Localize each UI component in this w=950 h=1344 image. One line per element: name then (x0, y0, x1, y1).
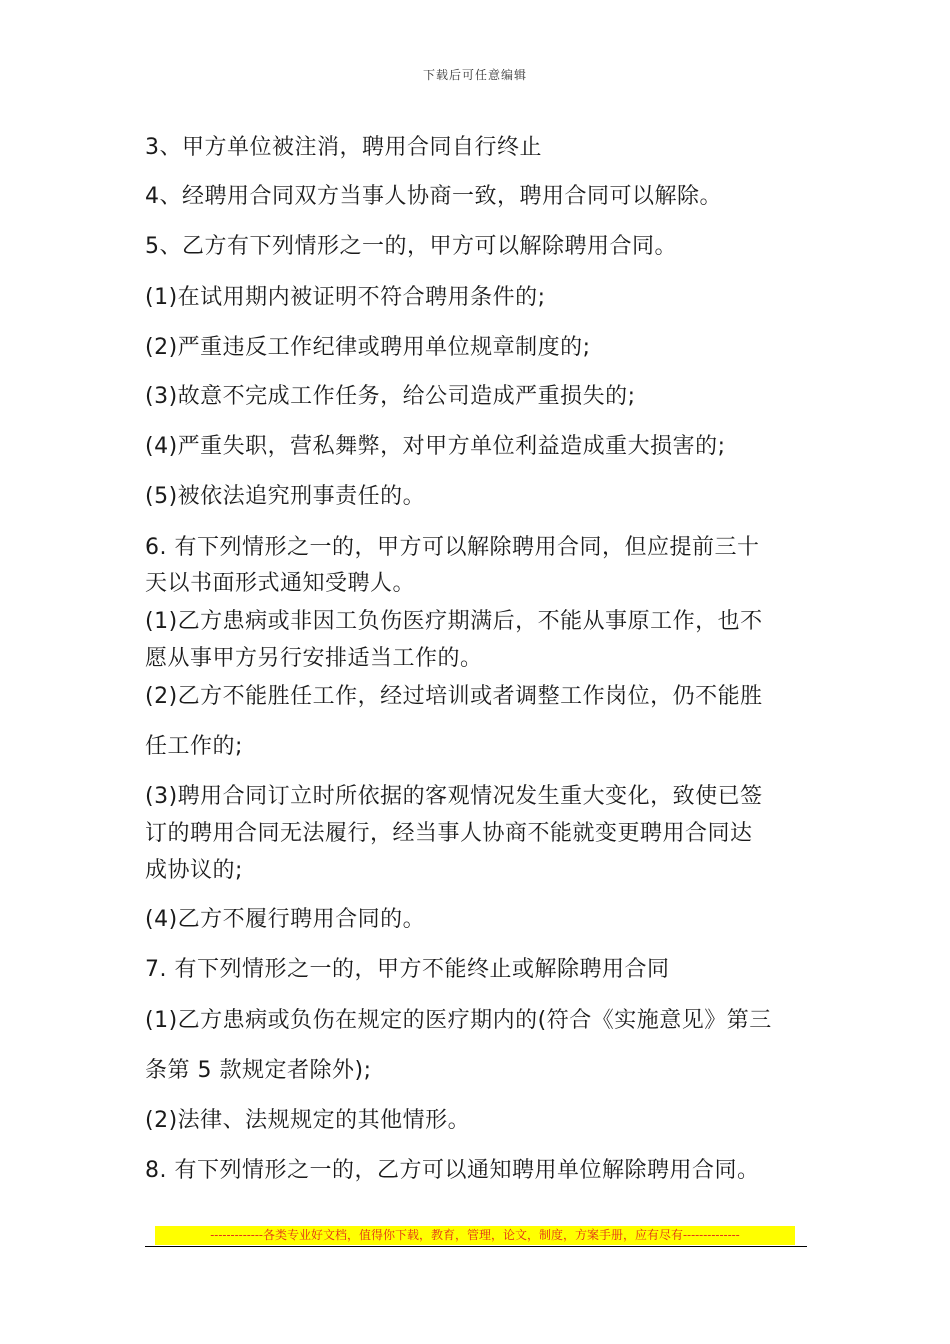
paragraph-line: 任工作的; (145, 734, 243, 759)
paragraph-line: (4)乙方不履行聘用合同的。 (145, 907, 426, 932)
paragraph-line: (2)严重违反工作纪律或聘用单位规章制度的; (145, 335, 591, 360)
paragraph-line: (2)乙方不能胜任工作，经过培训或者调整工作岗位，仍不能胜 (145, 684, 763, 709)
footer-divider (145, 1246, 807, 1247)
paragraph-line: 愿从事甲方另行安排适当工作的。 (145, 646, 483, 671)
paragraph-line: (2)法律、法规规定的其他情形。 (145, 1108, 471, 1133)
paragraph-line: 订的聘用合同无法履行，经当事人协商不能就变更聘用合同达 (145, 821, 753, 846)
paragraph-line: 5、乙方有下列情形之一的，甲方可以解除聘用合同。 (145, 234, 677, 259)
paragraph-line: (3)聘用合同订立时所依据的客观情况发生重大变化，致使已签 (145, 784, 763, 809)
paragraph-line: (1)在试用期内被证明不符合聘用条件的; (145, 285, 546, 310)
paragraph-line: (1)乙方患病或非因工负伤医疗期满后，不能从事原工作，也不 (145, 609, 763, 634)
paragraph-line: 6. 有下列情形之一的，甲方可以解除聘用合同，但应提前三十 (145, 535, 760, 560)
paragraph-line: 4、经聘用合同双方当事人协商一致，聘用合同可以解除。 (145, 184, 722, 209)
paragraph-line: 3、甲方单位被注消，聘用合同自行终止 (145, 135, 542, 160)
paragraph-line: (5)被依法追究刑事责任的。 (145, 484, 426, 509)
paragraph-line: 8. 有下列情形之一的，乙方可以通知聘用单位解除聘用合同。 (145, 1158, 760, 1183)
paragraph-line: (3)故意不完成工作任务，给公司造成严重损失的; (145, 384, 636, 409)
footer-banner: -------------各类专业好文档，值得你下载，教育，管理，论文，制度，方案手册，应有尽有-------------- (155, 1226, 795, 1245)
paragraph-line: 7. 有下列情形之一的，甲方不能终止或解除聘用合同 (145, 957, 670, 982)
paragraph-line: (1)乙方患病或负伤在规定的医疗期内的(符合《实施意见》第三 (145, 1008, 772, 1033)
page-header: 下载后可任意编辑 (422, 68, 527, 82)
paragraph-line: 条第 5 款规定者除外); (145, 1058, 372, 1083)
paragraph-line: 成协议的; (145, 858, 243, 883)
paragraph-line: (4)严重失职，营私舞弊，对甲方单位利益造成重大损害的; (145, 434, 726, 459)
paragraph-line: 天以书面形式通知受聘人。 (145, 571, 416, 596)
